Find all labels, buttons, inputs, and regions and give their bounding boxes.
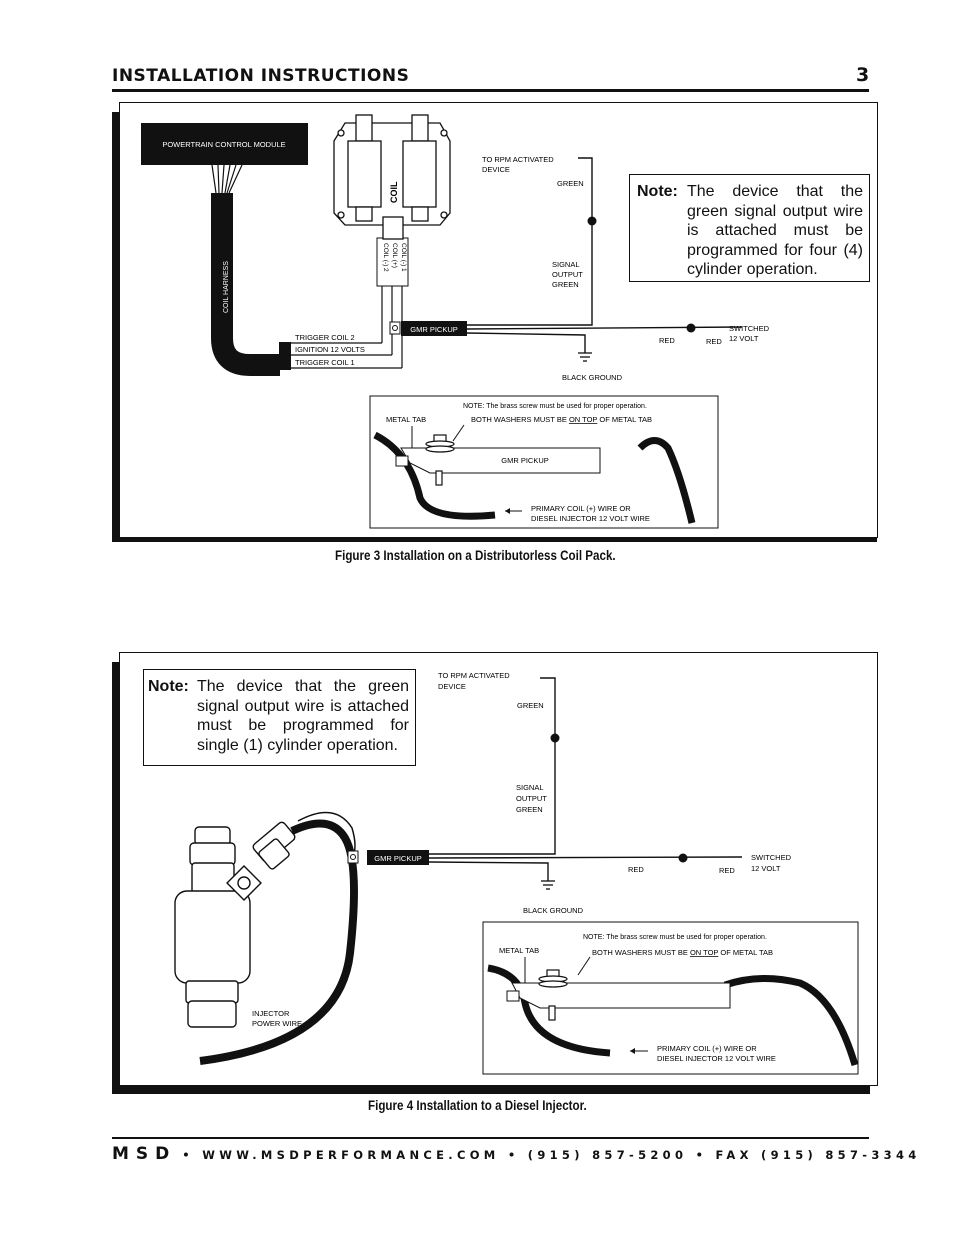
rpm-device-line2-4: DEVICE [438, 682, 466, 691]
injector-label-1: INJECTOR [252, 1009, 290, 1018]
gmr-screw-4 [348, 851, 358, 863]
signal-line1-4: SIGNAL [516, 783, 544, 792]
green-splice-dot [588, 217, 597, 226]
detail-metal-tab: METAL TAB [386, 415, 427, 424]
red-label-2-4: RED [719, 866, 735, 875]
switched-line2: 12 VOLT [729, 334, 759, 343]
detail-washers-4: BOTH WASHERS MUST BE ON TOP OF METAL TAB [592, 948, 774, 957]
detail-gmr-label: GMR PICKUP [501, 456, 549, 465]
ground-label: BLACK GROUND [562, 373, 623, 382]
figure3-frame [119, 102, 878, 538]
harness-end [279, 342, 291, 370]
red-splice-dot [687, 324, 696, 333]
red-label-1: RED [659, 336, 675, 345]
detail-primary-2: DIESEL INJECTOR 12 VOLT WIRE [531, 514, 650, 523]
figure3-note-text: The device that the green signal output wire is attached must be programmed for four (4) cylinder operation. [687, 183, 863, 278]
detail-primary-2-4: DIESEL INJECTOR 12 VOLT WIRE [657, 1054, 776, 1063]
harness-label: COIL HARNESS [223, 261, 230, 313]
coil-pin-2: COIL (+) [391, 243, 398, 268]
detail-primary-1-4: PRIMARY COIL (+) WIRE OR [657, 1044, 757, 1053]
green-splice-dot-4 [551, 734, 560, 743]
figure4-note-label: Note: [148, 678, 189, 695]
switched-line1-4: SWITCHED [751, 853, 791, 862]
ground-symbol [578, 353, 592, 361]
wire-label-ign12: IGNITION 12 VOLTS [295, 345, 365, 354]
signal-line2: OUTPUT [552, 270, 583, 279]
coil-pin-1: COIL (-) 2 [382, 243, 389, 272]
gmr-output-wires-4 [429, 678, 742, 881]
signal-line3: GREEN [552, 280, 579, 289]
figure4-caption: Figure 4 Installation to a Diesel Injector. [368, 1098, 587, 1113]
red-label-2: RED [706, 337, 722, 346]
switched-line1: SWITCHED [729, 324, 769, 333]
page-footer [112, 1144, 921, 1164]
figure3-note-box [629, 174, 870, 282]
injector-label-2: POWER WIRE [252, 1019, 302, 1028]
signal-line1: SIGNAL [552, 260, 580, 269]
page-number: 3 [856, 64, 870, 86]
wire-label-trigger2: TRIGGER COIL 2 [295, 333, 355, 342]
coil-label: COIL [389, 181, 399, 203]
switched-line2-4: 12 VOLT [751, 864, 781, 873]
detail-metal-tab-4: METAL TAB [499, 946, 540, 955]
pcm-fan-wires [212, 165, 242, 193]
coil-pack [334, 115, 450, 239]
pcm-label: POWERTRAIN CONTROL MODULE [162, 140, 286, 149]
coil-harness [222, 193, 280, 365]
footer-contact: • WWW.MSDPERFORMANCE.COM • (915) 857-5200 • FAX (915) 857-3344 [182, 1148, 921, 1162]
figure4-note-box [143, 669, 416, 766]
red-splice-dot-4 [679, 854, 688, 863]
injector [175, 821, 296, 1027]
rpm-device-line1: TO RPM ACTIVATED [482, 155, 554, 164]
red-label-1-4: RED [628, 865, 644, 874]
detail-washers: BOTH WASHERS MUST BE ON TOP OF METAL TAB [471, 415, 653, 424]
signal-line2-4: OUTPUT [516, 794, 547, 803]
gmr-label: GMR PICKUP [410, 325, 458, 334]
coil-pin-3: COIL (-) 1 [400, 243, 407, 272]
detail-primary-1: PRIMARY COIL (+) WIRE OR [531, 504, 631, 513]
gmr-label-4: GMR PICKUP [374, 854, 422, 863]
signal-line3-4: GREEN [516, 805, 543, 814]
green-label-4: GREEN [517, 701, 544, 710]
figure3-note-label: Note: [637, 183, 678, 200]
detail-note-4: NOTE: The brass screw must be used for proper operation. [583, 934, 767, 941]
figure4-frame [119, 652, 878, 1086]
ground-label-4: BLACK GROUND [523, 906, 584, 915]
detail-note: NOTE: The brass screw must be used for proper operation. [463, 403, 647, 410]
footer-brand: MSD [112, 1144, 177, 1164]
footer-rule [112, 1137, 869, 1139]
header-rule [112, 89, 869, 92]
figure4-note-text: The device that the green signal output wire is attached must be programmed for single (1) cylinder operation. [197, 678, 409, 754]
gmr-screw [390, 322, 400, 334]
ground-symbol-4 [541, 881, 555, 889]
rpm-device-line2: DEVICE [482, 165, 510, 174]
wire-label-trigger1: TRIGGER COIL 1 [295, 358, 355, 367]
green-label: GREEN [557, 179, 584, 188]
figure3-caption: Figure 3 Installation on a Distributorless Coil Pack. [335, 548, 616, 563]
rpm-device-line1-4: TO RPM ACTIVATED [438, 671, 510, 680]
page-header-title: INSTALLATION INSTRUCTIONS [112, 66, 410, 86]
figure3-diagram [120, 103, 877, 537]
